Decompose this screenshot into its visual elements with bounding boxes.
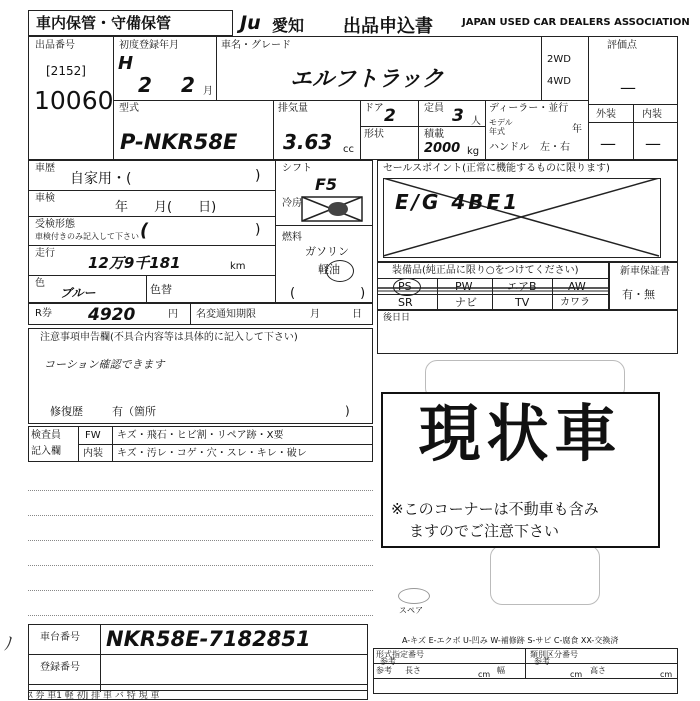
handle-label: ハンドル [489, 142, 529, 153]
car-diagram-bottom [490, 545, 600, 605]
color-value: ブルー [60, 286, 96, 300]
bottom-cut-row: ｽ 券 車1 軽 初J 排 車 バ 特 現 車 [28, 690, 368, 701]
name-change-day: 日 [352, 309, 362, 320]
selling-points-label: セールスポイント(正常に機能するものに限ります) [383, 163, 610, 174]
repair-close: ) [345, 404, 350, 418]
drive-4wd: 4WD [547, 76, 571, 87]
rating-value: — [620, 78, 636, 97]
inspector-fw: FW [85, 430, 101, 441]
equip-aw: AW [568, 280, 586, 293]
equip-tv: TV [515, 296, 530, 309]
width-unit: cm [570, 670, 583, 679]
form-title: 出品申込書 [343, 16, 433, 37]
mileage-unit: km [230, 261, 246, 272]
association-name: JAPAN USED CAR DEALERS ASSOCIATION [462, 17, 690, 28]
reference-label-2: 参考 [534, 657, 550, 666]
length-label: 長さ [405, 666, 421, 675]
height-label: 高さ [590, 666, 606, 675]
as-is-note-2: ますのでご注意下さい [409, 522, 560, 540]
car-history-label: 車歴 [35, 163, 55, 174]
receipt-note: 車検付きのみ記入して下さい [35, 232, 139, 241]
load-value: 2000 [424, 141, 461, 156]
exterior-label: 外装 [596, 109, 616, 120]
logo-prefecture: 愛知 [272, 16, 305, 35]
receipt-value: ( [140, 220, 149, 241]
capacity-label: 定員 [424, 103, 444, 114]
reference-label-3: 参考 [376, 666, 392, 675]
interior-value: — [645, 134, 661, 153]
equip-airbag: エアB [507, 280, 537, 293]
handle-options: 左・右 [540, 142, 570, 153]
model-year-label: モデル 年式 [489, 118, 513, 136]
reference-label-1: 参考 [380, 657, 396, 666]
equip-kawara: カワラ [560, 297, 590, 308]
after-note-box [377, 310, 678, 354]
fuel-gasoline: ガソリン [305, 245, 349, 258]
month-unit: 月 [203, 86, 213, 97]
dealer-label: ディーラー・並行 [489, 103, 569, 114]
as-is-note-1: ※このコーナーは不動車も含み [391, 500, 599, 518]
doors-value: 2 [384, 106, 396, 126]
inspector-fw-items: キズ・飛石・ヒビ割・リペア跡・X要 [117, 430, 284, 441]
load-unit: kg [467, 146, 480, 157]
inspector-label-2: 記入欄 [31, 446, 61, 457]
equip-navi: ナビ [455, 296, 477, 309]
drive-2wd: 2WD [547, 54, 571, 65]
width-label: 幅 [497, 666, 505, 675]
fuel-bracket: ( ) [290, 286, 366, 301]
inspector-interior: 内装 [83, 448, 103, 459]
equipment-label: 装備品(純正品に限り○をつけてください) [392, 265, 579, 276]
color-change-label: 色替 [150, 283, 172, 296]
shaken-label: 車検 [35, 193, 55, 204]
capacity-value: 3 [452, 106, 464, 126]
vehicle-name-label: 車名・グレード [221, 40, 291, 51]
interior-label: 内装 [642, 109, 662, 120]
after-note-label: 後日日 [383, 313, 411, 323]
category-label: 類別区分番号 [530, 650, 578, 659]
chassis-number: NKR58E-7182851 [106, 627, 311, 651]
displacement-label: 排気量 [278, 103, 308, 114]
receipt-label: 受検形態 [35, 219, 75, 230]
exterior-value: — [600, 134, 616, 153]
damage-legend: A-キズ E-エクボ U-凹み W-補修跡 S-サビ C-腐食 XX-交換済 [402, 636, 619, 645]
year-unit: 年 [572, 124, 582, 135]
mileage-value: 12万9千181 [88, 254, 181, 272]
equip-ps: PS [398, 280, 412, 293]
cc-unit: cc [343, 144, 354, 155]
equip-pw: PW [455, 280, 473, 293]
ju-logo: Ju [240, 12, 261, 34]
load-label: 積載 [424, 129, 444, 140]
pen-mark: ﾉ [4, 634, 13, 655]
warranty-label: 新車保証書 [620, 266, 670, 277]
listing-number-label: 出品番号 [35, 40, 75, 51]
fuel-circle [326, 260, 354, 282]
length-unit: cm [478, 670, 491, 679]
r-ticket-value: 4920 [88, 305, 136, 325]
equip-sr: SR [398, 296, 413, 309]
receipt-close: ) [255, 222, 261, 238]
spare-label: スペア [399, 606, 423, 615]
inspector-interior-items: キズ・汚レ・コゲ・穴・スレ・キレ・破レ [117, 448, 307, 459]
repair-value: 有（箇所 [112, 405, 156, 418]
chassis-label: 車台番号 [40, 632, 80, 643]
r-ticket-yen: 円 [168, 309, 178, 320]
shift-value: F5 [315, 175, 338, 194]
equipment-strike-lines [377, 278, 609, 310]
fuel-label: 燃料 [282, 232, 302, 243]
doors-label: ドア [364, 103, 384, 114]
r-ticket-label: R券 [35, 308, 52, 319]
warranty-options: 有・無 [622, 288, 655, 301]
spare-tire-icon [398, 588, 430, 604]
car-history-close: ) [255, 168, 261, 184]
rating-label: 評価点 [607, 40, 637, 51]
color-label: 色 [35, 278, 45, 289]
notes-label: 注意事項申告欄(不具合内容等は具体的に記入して下さい) [40, 332, 298, 343]
capacity-unit: 人 [471, 116, 481, 127]
shift-label: シフト [282, 163, 312, 174]
fuel-light-oil: 軽油 [318, 263, 340, 276]
name-change-month: 月 [310, 309, 320, 320]
name-change-label: 名変通知期限 [196, 309, 256, 320]
shaken-value: 年 月( 日) [115, 200, 217, 215]
aircon-crossed-mark [300, 193, 370, 225]
notes-text: コーション確認できます [44, 358, 165, 371]
selling-points-text: E/G 4BE1 [395, 190, 521, 214]
car-history-value: 自家用・( [70, 171, 132, 187]
repair-label: 修復歴 [50, 405, 83, 418]
first-reg-era: H [118, 53, 134, 74]
vehicle-name: エルフトラック [290, 67, 444, 92]
first-reg-label: 初度登録年月 [119, 40, 179, 51]
first-reg-year: 2 [138, 73, 152, 97]
aircon-label: 冷房 [282, 198, 302, 209]
inspector-label-1: 検査員 [31, 430, 61, 441]
as-is-title: 現状車 [418, 397, 623, 470]
listing-number: 10060 [34, 86, 114, 115]
listing-bracket-no: [2152] [46, 64, 86, 78]
height-unit: cm [660, 670, 673, 679]
displacement-value: 3.63 [283, 130, 333, 154]
model-label: 型式 [119, 103, 139, 114]
reg-number-label: 登録番号 [40, 662, 80, 673]
mileage-label: 走行 [35, 248, 55, 259]
form-designation-label: 形式指定番号 [376, 650, 424, 659]
storage-type: 車内保管・守備保管 [36, 14, 172, 32]
model-value: P-NKR58E [120, 130, 238, 154]
first-reg-month: 2 [181, 73, 195, 97]
shape-label: 形状 [364, 129, 384, 140]
